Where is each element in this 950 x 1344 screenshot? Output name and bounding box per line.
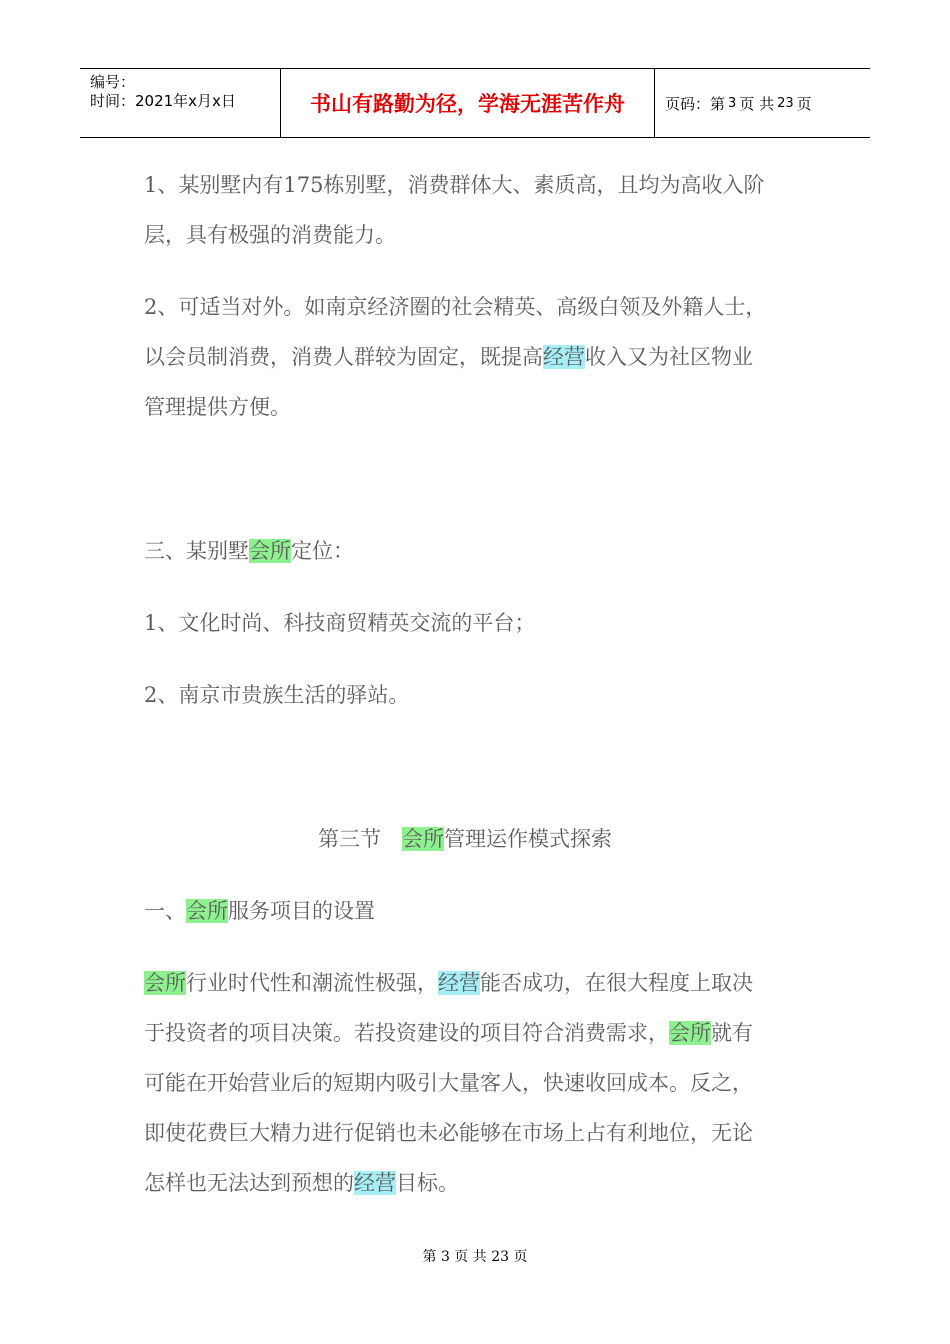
header-meta: [80, 69, 281, 137]
paragraph-line: [144, 1158, 459, 1208]
page-header: [80, 68, 870, 138]
subsection-heading: [144, 886, 375, 936]
paragraph-line: 管理提供方便。: [144, 395, 291, 419]
list-item: 1、文化时尚、科技商贸精英交流的平台；: [144, 611, 536, 635]
paragraph-line: 层，具有极强的消费能力。: [144, 223, 396, 247]
header-slogan: 书山有路勤为径，学海无涯苦作舟: [281, 69, 655, 137]
text-run: 第三节: [318, 827, 402, 851]
highlight-term: 经营: [354, 1171, 396, 1195]
page-total: 23: [777, 95, 794, 111]
header-page-info: [655, 69, 870, 137]
paragraph-line: [144, 332, 753, 382]
highlight-term: 会所: [186, 899, 228, 923]
highlight-term: 会所: [402, 827, 444, 851]
text-run: 能否成功，在很大程度上取决: [480, 971, 753, 995]
paragraph-line: 可能在开始营业后的短期内吸引大量客人，快速收回成本。反之，: [144, 1071, 753, 1095]
text-run: 三、某别墅: [144, 539, 249, 563]
text-run: 一、: [144, 899, 186, 923]
chapter-title: [318, 814, 612, 864]
text-run: 于投资者的项目决策。若投资建设的项目符合消费需求，: [144, 1021, 669, 1045]
text-run: 管理运作模式探索: [444, 827, 612, 851]
paragraph-line: 即使花费巨大精力进行促销也未必能够在市场上占有利地位，无论: [144, 1121, 753, 1145]
page-number: 3: [728, 95, 737, 111]
paragraph-line: 2、可适当对外。如南京经济圈的社会精英、高级白领及外籍人士，: [144, 295, 767, 319]
page-prefix: 页码：第: [665, 94, 726, 113]
highlight-term: 经营: [543, 345, 585, 369]
page-suffix: 页: [796, 94, 812, 113]
list-item: 2、南京市贵族生活的驿站。: [144, 683, 410, 707]
highlight-term: 会所: [669, 1021, 711, 1045]
text-run: 收入又为社区物业: [585, 345, 753, 369]
section-heading: [144, 526, 354, 576]
page-footer: 第 3 页 共 23 页: [422, 1249, 528, 1265]
text-run: 以会员制消费，消费人群较为固定，既提高: [144, 345, 543, 369]
text-run: 就有: [711, 1021, 753, 1045]
paragraph-line: [144, 958, 753, 1008]
text-run: 定位：: [291, 539, 354, 563]
paragraph-line: 1、某别墅内有175栋别墅，消费群体大、素质高，且均为高收入阶: [144, 173, 765, 197]
highlight-term: 会所: [249, 539, 291, 563]
page-mid: 页 共: [739, 94, 775, 113]
text-run: 服务项目的设置: [228, 899, 375, 923]
text-run: 目标。: [396, 1171, 459, 1195]
highlight-term: 经营: [438, 971, 480, 995]
text-run: 怎样也无法达到预想的: [144, 1171, 354, 1195]
doc-number-label: 编号：: [90, 73, 136, 91]
doc-time-label: 时间：2021年x月x日: [90, 92, 236, 110]
highlight-term: 会所: [144, 971, 186, 995]
paragraph-line: [144, 1008, 753, 1058]
text-run: 行业时代性和潮流性极强，: [186, 971, 438, 995]
